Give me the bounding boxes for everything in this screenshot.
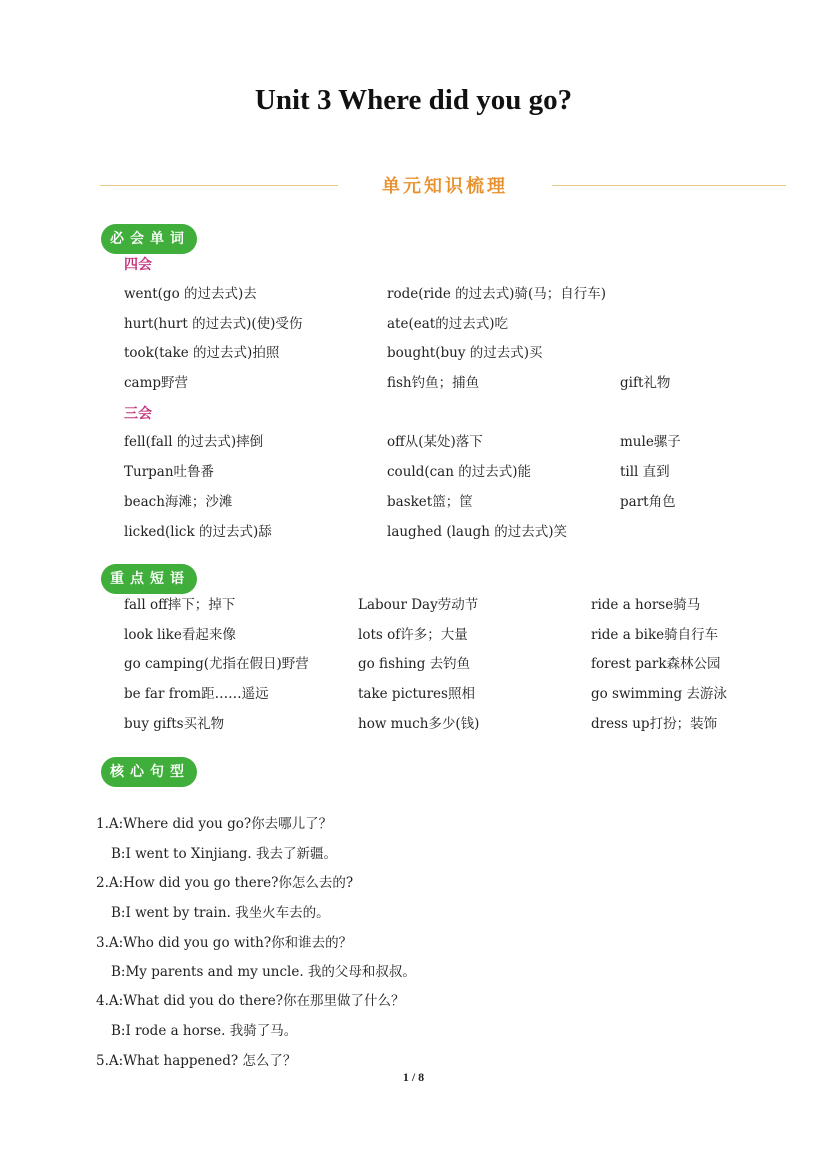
- word-item: rode(ride 的过去式)骑(马；自行车): [387, 286, 606, 302]
- word-item: fish钓鱼；捕鱼: [387, 375, 480, 391]
- phrase-item: how much多少(钱): [358, 716, 480, 732]
- word-item: hurt(hurt 的过去式)(使)受伤: [124, 316, 303, 332]
- badge-required-words: 必会单词: [101, 224, 197, 254]
- badge-key-phrases: 重点短语: [101, 564, 197, 594]
- phrase-item: lots of许多；大量: [358, 627, 468, 643]
- sentence-question: 2.A:How did you go there?你怎么去的?: [96, 875, 354, 891]
- subhead-four-skills: 四会: [124, 257, 152, 273]
- word-item: part角色: [620, 494, 676, 510]
- section-rule-left: [100, 185, 338, 186]
- sentence-answer: B:My parents and my uncle. 我的父母和叔叔。: [111, 964, 416, 980]
- phrase-item: dress up打扮；装饰: [591, 716, 718, 732]
- phrase-item: buy gifts买礼物: [124, 716, 225, 732]
- word-item: gift礼物: [620, 375, 671, 391]
- phrase-item: go fishing 去钓鱼: [358, 656, 471, 672]
- word-item: till 直到: [620, 464, 670, 480]
- phrase-item: ride a horse骑马: [591, 597, 701, 613]
- phrase-item: be far from距……遥远: [124, 686, 269, 702]
- word-item: off从(某处)落下: [387, 434, 483, 450]
- word-item: Turpan吐鲁番: [124, 464, 215, 480]
- subhead-three-skills: 三会: [124, 406, 152, 422]
- word-item: mule骡子: [620, 434, 681, 450]
- sentence-question: 4.A:What did you do there?你在那里做了什么？: [96, 993, 405, 1009]
- page-title: Unit 3 Where did you go?: [254, 84, 573, 116]
- word-item: took(take 的过去式)拍照: [124, 345, 280, 361]
- word-item: camp野营: [124, 375, 189, 391]
- phrase-item: fall off摔下；掉下: [124, 597, 236, 613]
- word-item: laughed (laugh 的过去式)笑: [387, 524, 568, 540]
- phrase-item: take pictures照相: [358, 686, 475, 702]
- word-item: licked(lick 的过去式)舔: [124, 524, 272, 540]
- word-item: bought(buy 的过去式)买: [387, 345, 543, 361]
- phrase-item: go camping(尤指在假日)野营: [124, 656, 309, 672]
- sentence-answer: B:I rode a horse. 我骑了马。: [111, 1023, 298, 1039]
- sentence-answer: B:I went by train. 我坐火车去的。: [111, 905, 330, 921]
- word-item: fell(fall 的过去式)摔倒: [124, 434, 264, 450]
- section-heading: 单元知识梳理: [382, 176, 508, 197]
- section-rule-right: [552, 185, 786, 186]
- word-item: beach海滩；沙滩: [124, 494, 233, 510]
- word-item: could(can 的过去式)能: [387, 464, 531, 480]
- sentence-answer: B:I went to Xinjiang. 我去了新疆。: [111, 846, 337, 862]
- sentence-question: 3.A:Who did you go with?你和谁去的？: [96, 935, 353, 951]
- phrase-item: go swimming 去游泳: [591, 686, 727, 702]
- badge-core-sentences: 核心句型: [101, 757, 197, 787]
- phrase-item: forest park森林公园: [591, 656, 721, 672]
- phrase-item: Labour Day劳动节: [358, 597, 479, 613]
- word-item: ate(eat的过去式)吃: [387, 316, 508, 332]
- word-item: went(go 的过去式)去: [124, 286, 257, 302]
- word-item: basket篮；筐: [387, 494, 473, 510]
- page-number: 1 / 8: [402, 1070, 425, 1084]
- sentence-question: 1.A:Where did you go?你去哪儿了？: [96, 816, 333, 832]
- sentence-question: 5.A:What happened? 怎么了？: [96, 1053, 297, 1069]
- phrase-item: ride a bike骑自行车: [591, 627, 719, 643]
- phrase-item: look like看起来像: [124, 627, 236, 643]
